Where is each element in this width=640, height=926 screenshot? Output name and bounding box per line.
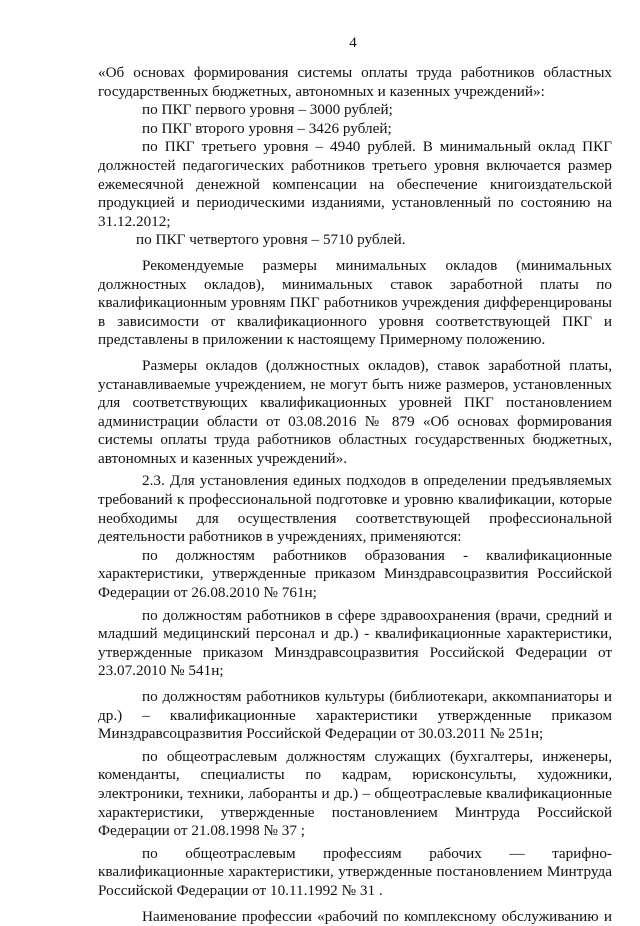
paragraph-profession-name: Наименование профессии «рабочий по комплексному обслуживанию и: [142, 907, 612, 925]
page-number: 4: [349, 35, 357, 51]
paragraph-continuation: «Об основах формирования системы оплаты труда работников областных государственных бюджетных, автономных и казенных учреждений»:: [98, 64, 612, 100]
paragraph-culture-workers: по должностям работников культуры (библиотекари, аккомпаниаторы и др.) – квалификационные характеристики утвержденные приказом Минздравсоцразвития Российской Федерации от 30.03.2011 № 251н;: [98, 688, 612, 743]
paragraph-recommended-salaries: Рекомендуемые размеры минимальных окладов (минимальных должностных окладов), минимальных ставок заработной платы по квалификационным уровням ПКГ работников учреждения дифференцированы в зависимости от квалификационного уровня соответствующей ПКГ и представлены в приложении к настоящему Примерному положению.: [98, 256, 612, 349]
document-body: [98, 64, 612, 926]
paragraph-pkg-level-1: по ПКГ первого уровня – 3000 рублей;: [142, 101, 393, 119]
paragraph-healthcare-workers: по должностям работников в сфере здравоохранения (врачи, средний и младший медицинский персонал и др.) - квалификационные характеристики, утвержденные приказом Минздравсоцразвития Российской Федерации от 23.07.2010 № 541н;: [98, 606, 612, 680]
paragraph-salary-limits: Размеры окладов (должностных окладов), ставок заработной платы, устанавливаемые учреждением, не могут быть ниже размеров, установленных для соответствующих квалификационных уровней ПКГ постановлением администрации области от 03.08.2016 № 879 «Об основах формирования системы оплаты труда работников областных государственных бюджетных, автономных и казенных учреждений».: [98, 356, 612, 467]
paragraph-pkg-level-2: по ПКГ второго уровня – 3426 рублей;: [142, 119, 392, 137]
paragraph-general-professions: по общеотраслевым профессиям рабочих — тарифно-квалификационные характеристики, утвержденные постановлением Минтруда Российской Федерации от 10.11.1992 № 31 .: [98, 844, 612, 899]
paragraph-education-workers: по должностям работников образования - квалификационные характеристики, утвержденные приказом Минздравсоцразвития Российской Федерации от 26.08.2010 № 761н;: [98, 546, 612, 602]
paragraph-pkg-level-4: по ПКГ четвертого уровня – 5710 рублей.: [136, 231, 406, 249]
paragraph-section-2-3: 2.3. Для установления единых подходов в определении предъявляемых требований к профессиональной подготовке и уровню квалификации, которые необходимы для осуществления соответствующей профессиональной деятельности работников в учреждениях, применяются:: [98, 472, 612, 546]
paragraph-general-employees: по общеотраслевым должностям служащих (бухгалтеры, инженеры, коменданты, специалисты по кадрам, юрисконсульты, художники, электроники, техники, лаборанты и др.) – общеотраслевые квалификационные характеристики, утвержденные постановлением Минтруда Российской Федерации от 21.08.1998 № 37 ;: [98, 747, 612, 840]
paragraph-pkg-level-3: по ПКГ третьего уровня – 4940 рублей. В минимальный оклад ПКГ должностей педагогических работников третьего уровня включается размер ежемесячной денежной компенсации на обеспечение книгоиздательской продукцией и периодическими изданиями, установленный по состоянию на 31.12.2012;: [98, 138, 612, 230]
